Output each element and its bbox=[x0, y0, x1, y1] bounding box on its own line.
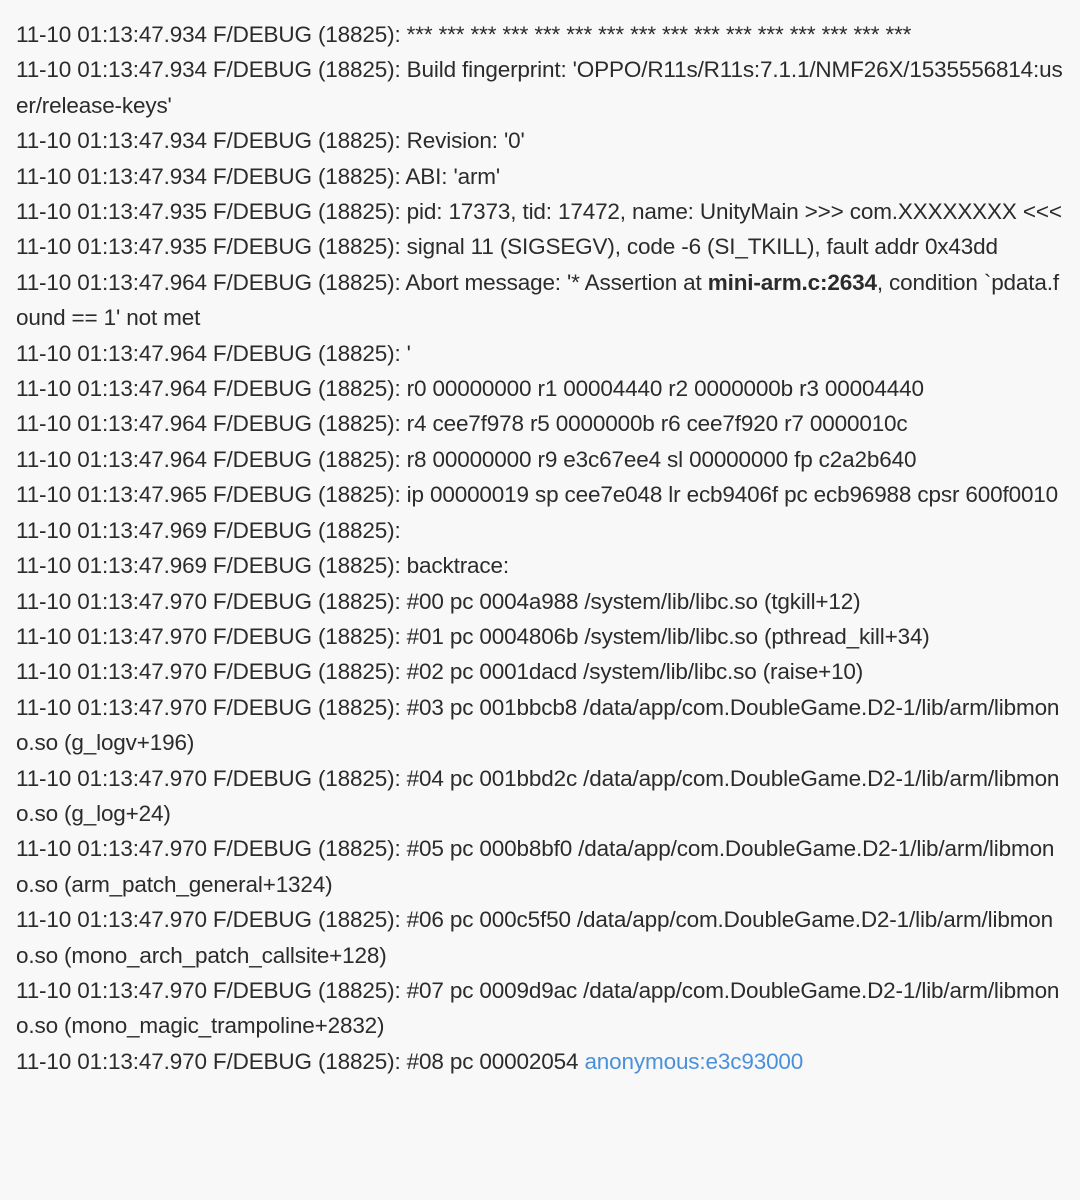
log-line: 11-10 01:13:47.970 F/DEBUG (18825): #05 pc 000b8bf0 /data/app/com.DoubleGame.D2-1/lib/arm/libmono.so (arm_patch_general+1324) bbox=[16, 836, 1055, 897]
log-line: 11-10 01:13:47.964 F/DEBUG (18825): r8 00000000 r9 e3c67ee4 sl 00000000 fp c2a2b640 bbox=[16, 446, 917, 472]
assertion-location: mini-arm.c:2634 bbox=[707, 269, 877, 295]
log-line: 11-10 01:13:47.970 F/DEBUG (18825): #00 pc 0004a988 /system/lib/libc.so (tgkill+12) bbox=[16, 588, 861, 614]
abort-message-prefix: 11-10 01:13:47.964 F/DEBUG (18825): Abort message: '* Assertion at bbox=[16, 269, 708, 295]
log-line: 11-10 01:13:47.970 F/DEBUG (18825): #04 pc 001bbd2c /data/app/com.DoubleGame.D2-1/lib/arm/libmono.so (g_log+24) bbox=[16, 765, 1060, 826]
log-line-prefix: 11-10 01:13:47.970 F/DEBUG (18825): #08 pc 00002054 bbox=[16, 1048, 585, 1074]
log-line-last bbox=[16, 1044, 1066, 1079]
log-line: 11-10 01:13:47.970 F/DEBUG (18825): #01 pc 0004806b /system/lib/libc.so (pthread_kill+34) bbox=[16, 623, 930, 649]
abort-message-suffix: , condition `pdata.found == 1' not met bbox=[16, 269, 1059, 331]
log-line-abort-message bbox=[16, 265, 1066, 336]
log-line: 11-10 01:13:47.934 F/DEBUG (18825): *** *** *** *** *** *** *** *** *** *** *** *** *** *** *** *** bbox=[16, 22, 912, 47]
log-line: 11-10 01:13:47.964 F/DEBUG (18825): r4 cee7f978 r5 0000000b r6 cee7f920 r7 0000010c bbox=[16, 411, 908, 437]
log-line: 11-10 01:13:47.970 F/DEBUG (18825): #03 pc 001bbcb8 /data/app/com.DoubleGame.D2-1/lib/arm/libmono.so (g_logv+196) bbox=[16, 694, 1060, 756]
log-line: 11-10 01:13:47.964 F/DEBUG (18825): r0 00000000 r1 00004440 r2 0000000b r3 00004440 bbox=[16, 376, 924, 402]
log-line: 11-10 01:13:47.935 F/DEBUG (18825): signal 11 (SIGSEGV), code -6 (SI_TKILL), fault addr 0x43dd bbox=[16, 234, 998, 260]
log-line: 11-10 01:13:47.965 F/DEBUG (18825): ip 00000019 sp cee7e048 lr ecb9406f pc ecb96988 cpsr 600f0010 bbox=[16, 482, 1059, 508]
log-line: 11-10 01:13:47.934 F/DEBUG (18825): Revision: '0' bbox=[16, 128, 525, 154]
log-line: 11-10 01:13:47.935 F/DEBUG (18825): pid: 17373, tid: 17472, name: UnityMain >>> com.XXXXXXXX <<< bbox=[16, 199, 1062, 225]
log-line: 11-10 01:13:47.964 F/DEBUG (18825): ' bbox=[16, 340, 411, 366]
log-line: 11-10 01:13:47.970 F/DEBUG (18825): #02 pc 0001dacd /system/lib/libc.so (raise+10) bbox=[16, 659, 864, 685]
log-line: 11-10 01:13:47.934 F/DEBUG (18825): ABI: 'arm' bbox=[16, 163, 501, 189]
log-line: 11-10 01:13:47.970 F/DEBUG (18825): #07 pc 0009d9ac /data/app/com.DoubleGame.D2-1/lib/arm/libmono.so (mono_magic_trampoline+2832) bbox=[16, 977, 1060, 1039]
log-line: 11-10 01:13:47.970 F/DEBUG (18825): #06 pc 000c5f50 /data/app/com.DoubleGame.D2-1/lib/arm/libmono.so (mono_arch_patch_callsite+128) bbox=[16, 907, 1054, 968]
log-line: 11-10 01:13:47.969 F/DEBUG (18825): backtrace: bbox=[16, 553, 509, 579]
anonymous-address-link[interactable]: anonymous:e3c93000 bbox=[584, 1048, 804, 1074]
log-line: 11-10 01:13:47.969 F/DEBUG (18825): bbox=[16, 517, 401, 543]
log-line: 11-10 01:13:47.934 F/DEBUG (18825): Build fingerprint: 'OPPO/R11s/R11s:7.1.1/NMF26X/1535556814:user/release-keys' bbox=[16, 57, 1063, 118]
